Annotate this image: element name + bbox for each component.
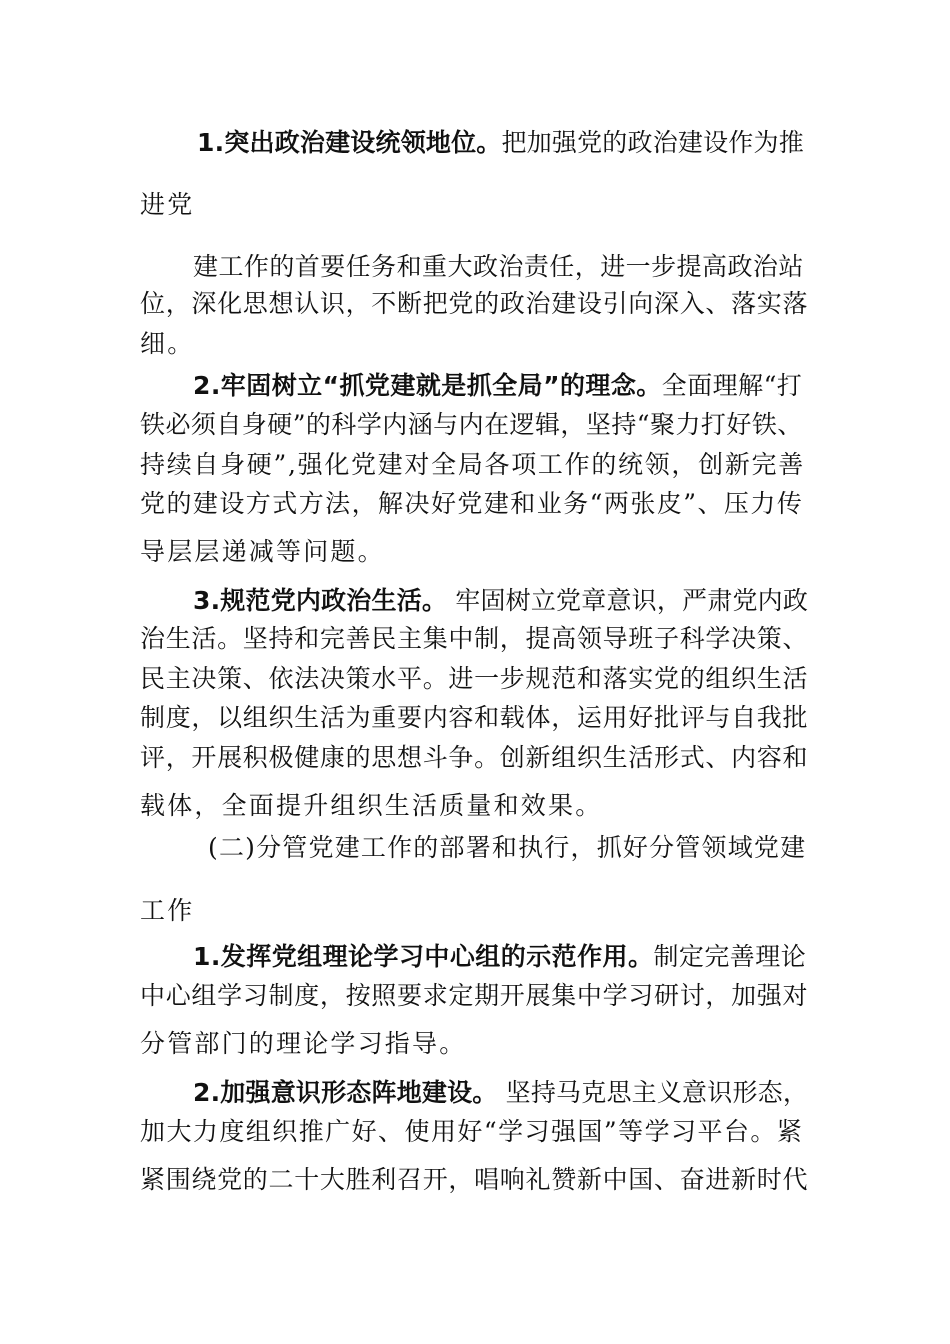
line-text: 中心组学习制度，按照要求定期开展集中学习研讨，加强对 [140, 981, 809, 1010]
line-text: 载体，全面提升组织生活质量和效果。 [140, 791, 603, 820]
text-line [193, 942, 806, 972]
line-text: (二)分管党建工作的部署和执行，抓好分管领域党建 [208, 833, 807, 862]
text-line [140, 664, 808, 694]
bold-heading: 2.加强意识形态阵地建设。 [193, 1078, 498, 1107]
text-line [140, 1165, 808, 1195]
line-text: 加大力度组织推广好、使用好“学习强国”等学习平台。紧 [140, 1117, 804, 1146]
text-line [140, 896, 194, 926]
bold-heading: 3.规范党内政治生活。 [193, 586, 448, 615]
text-line [140, 190, 194, 220]
text-line [197, 128, 804, 158]
line-text: 全面理解“打 [661, 371, 803, 400]
line-text: 细。 [140, 329, 195, 358]
text-line [140, 624, 808, 654]
text-line [140, 537, 385, 567]
bold-heading: 1.突出政治建设统领地位。 [197, 128, 502, 157]
line-text: 持续自身硬”,强化党建对全局各项工作的统领，创新完善 [140, 450, 805, 479]
text-line [193, 252, 804, 282]
line-text: 制度，以组织生活为重要内容和载体，运用好批评与自我批 [140, 703, 809, 732]
line-text: 铁必须自身硬”的科学内涵与内在逻辑，坚持“聚力打好铁、 [140, 410, 803, 439]
text-line [140, 489, 803, 519]
text-line [140, 1117, 803, 1147]
text-line [193, 1078, 808, 1108]
line-text: 坚持马克思主义意识形态， [497, 1078, 809, 1107]
text-line [140, 703, 808, 733]
line-text: 治生活。坚持和完善民主集中制，提高领导班子科学决策、 [140, 624, 809, 653]
line-text: 把加强党的政治建设作为推 [501, 128, 804, 157]
line-text: 评，开展积极健康的思想斗争。创新组织生活形式、内容和 [140, 743, 809, 772]
text-line [140, 450, 805, 480]
line-text: 分管部门的理论学习指导。 [140, 1029, 467, 1058]
text-line [140, 410, 803, 440]
text-line [193, 371, 802, 401]
line-text: 制定完善理论 [653, 942, 807, 971]
text-line [140, 289, 808, 319]
bold-heading: 2.牢固树立“抓党建就是抓全局”的理念。 [193, 371, 662, 400]
section-heading [208, 833, 806, 863]
text-line [140, 981, 808, 1011]
bold-heading: 1.发挥党组理论学习中心组的示范作用。 [193, 942, 654, 971]
line-text: 牢固树立党章意识，严肃党内政 [447, 586, 809, 615]
line-text: 导层层递减等问题。 [140, 537, 385, 566]
text-line [140, 329, 194, 359]
line-text: 紧围绕党的二十大胜利召开，唱响礼赞新中国、奋进新时代 [140, 1165, 809, 1194]
text-line [140, 791, 602, 821]
line-text: 进党 [140, 190, 195, 219]
text-line [140, 743, 808, 773]
line-text: 民主决策、依法决策水平。进一步规范和落实党的组织生活 [140, 664, 809, 693]
text-line [193, 586, 808, 616]
text-line [140, 1029, 466, 1059]
line-text: 位，深化思想认识，不断把党的政治建设引向深入、落实落 [140, 289, 809, 318]
line-text: 工作 [140, 896, 195, 925]
line-text: 党的建设方式方法，解决好党建和业务“两张皮”、压力传 [140, 489, 804, 518]
line-text: 建工作的首要任务和重大政治责任，进一步提高政治站 [193, 252, 804, 281]
